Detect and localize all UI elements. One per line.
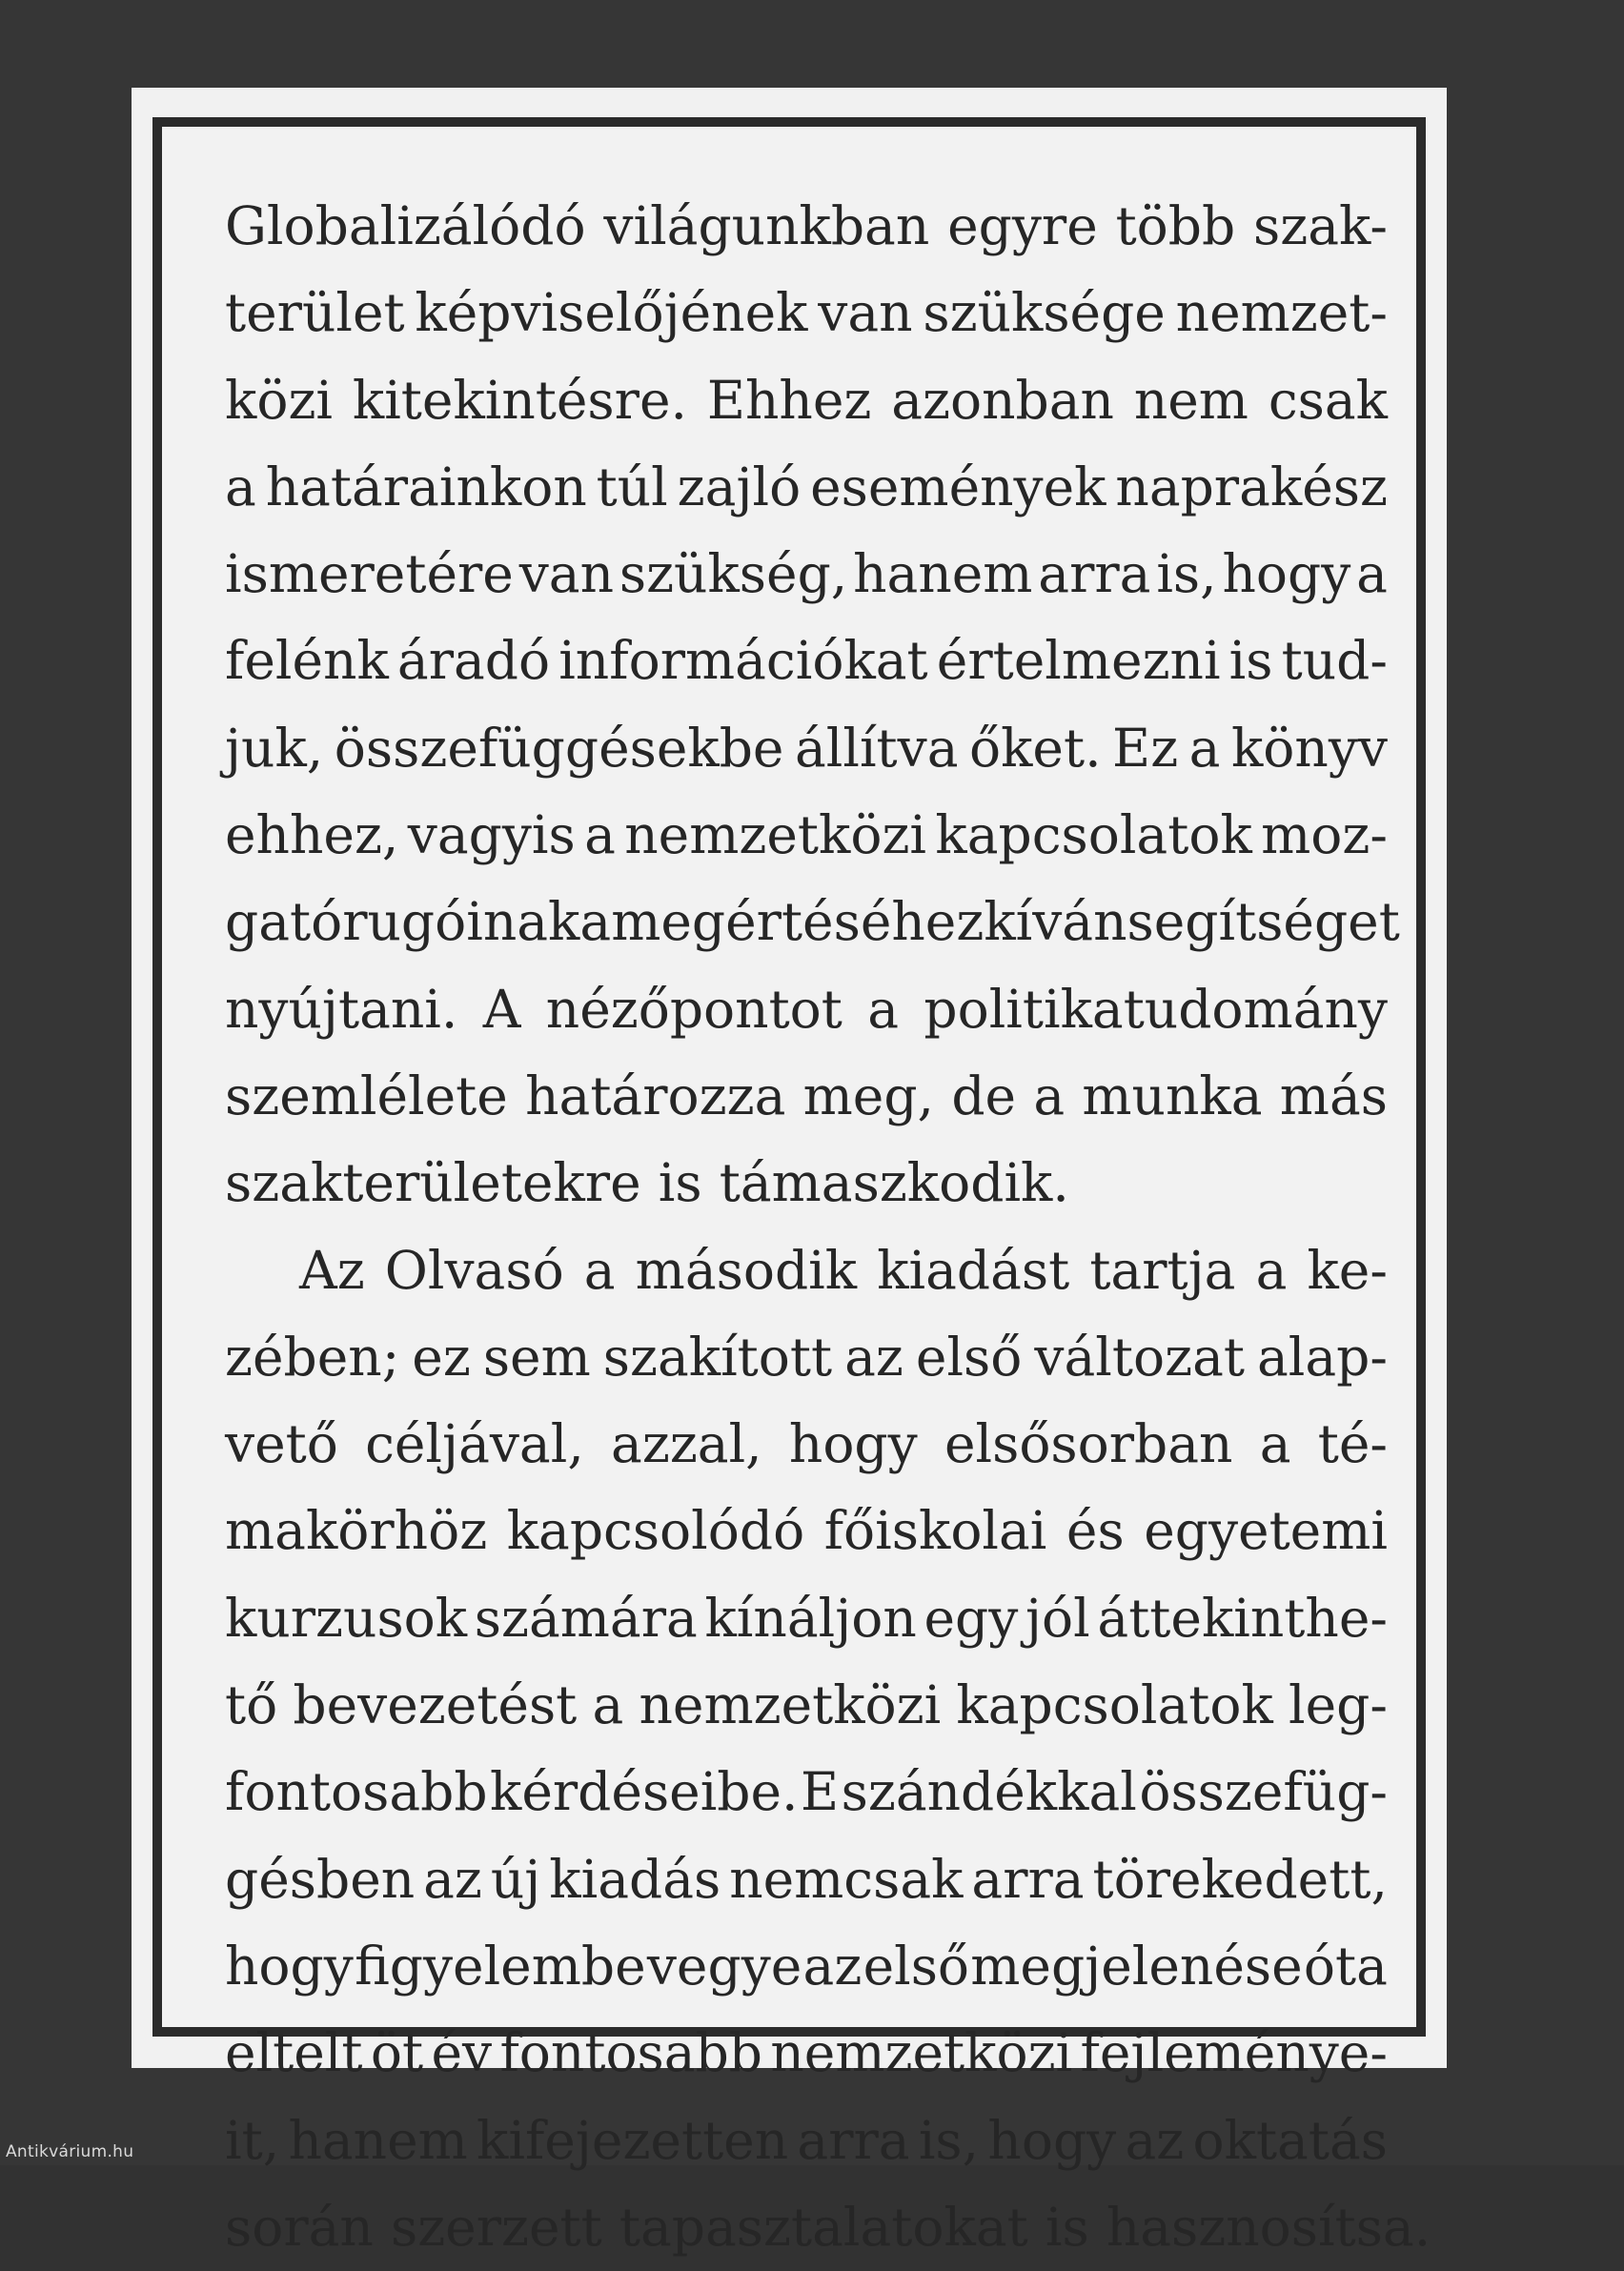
text-line: kurzusok számára kínáljon egy jól áttekinthe- [225,1587,1388,1649]
text-panel [132,88,1447,2258]
text-line: közi kitekintésre. Ehhez azonban nem csak [225,369,1388,431]
text-line: it, hanem kifejezetten arra is, hogy az oktatás [225,2109,1388,2171]
text-line: során szerzett tapasztalatokat is hasznosítsa. [225,2196,1431,2258]
text-line: a határainkon túl zajló események naprakész [225,456,1388,517]
text-line: eltelt öt év fontosabb nemzetközi fejleménye- [225,2022,1388,2084]
text-line: hogy figyelembe vegye az első megjelenése óta [225,1935,1388,1997]
text-line: nyújtani. A nézőpontot a politikatudomány [225,978,1388,1040]
panel-border [152,117,1431,2258]
text-line: makörhöz kapcsolódó főiskolai és egyetemi [225,1500,1388,1562]
text-line: gésben az új kiadás nemcsak arra törekedett, [225,1848,1388,1910]
text-line: gatórugóinak a megértéséhez kíván segítséget [225,891,1400,953]
text-line: szakterületekre is támaszkodik. [225,1152,1069,1214]
text-line: ehhez, vagyis a nemzetközi kapcsolatok moz- [225,804,1388,866]
text-line: fontosabb kérdéseibe. E szándékkal összefüg- [225,1761,1388,1823]
text-line: Az Olvasó a második kiadást tartja a ke- [299,1239,1388,1301]
text-line: vető céljával, azzal, hogy elsősorban a té- [225,1413,1388,1475]
text-line: ismeretére van szükség, hanem arra is, hogy a [225,543,1388,605]
watermark: Antikvárium.hu [6,2142,134,2161]
blurb-text [225,183,1431,2271]
text-line: Globalizálódó világunkban egyre több szak- [225,195,1388,256]
text-line: terület képviselőjének van szüksége nemzet- [225,282,1388,344]
text-line: szemlélete határozza meg, de a munka más [225,1065,1388,1126]
text-line: zében; ez sem szakított az első változat alap- [225,1326,1388,1388]
text-line: juk, összefüggésekbe állítva őket. Ez a könyv [225,717,1388,779]
text-line: tő bevezetést a nemzetközi kapcsolatok leg- [225,1674,1388,1736]
text-line: felénk áradó információkat értelmezni is tud- [225,630,1388,692]
